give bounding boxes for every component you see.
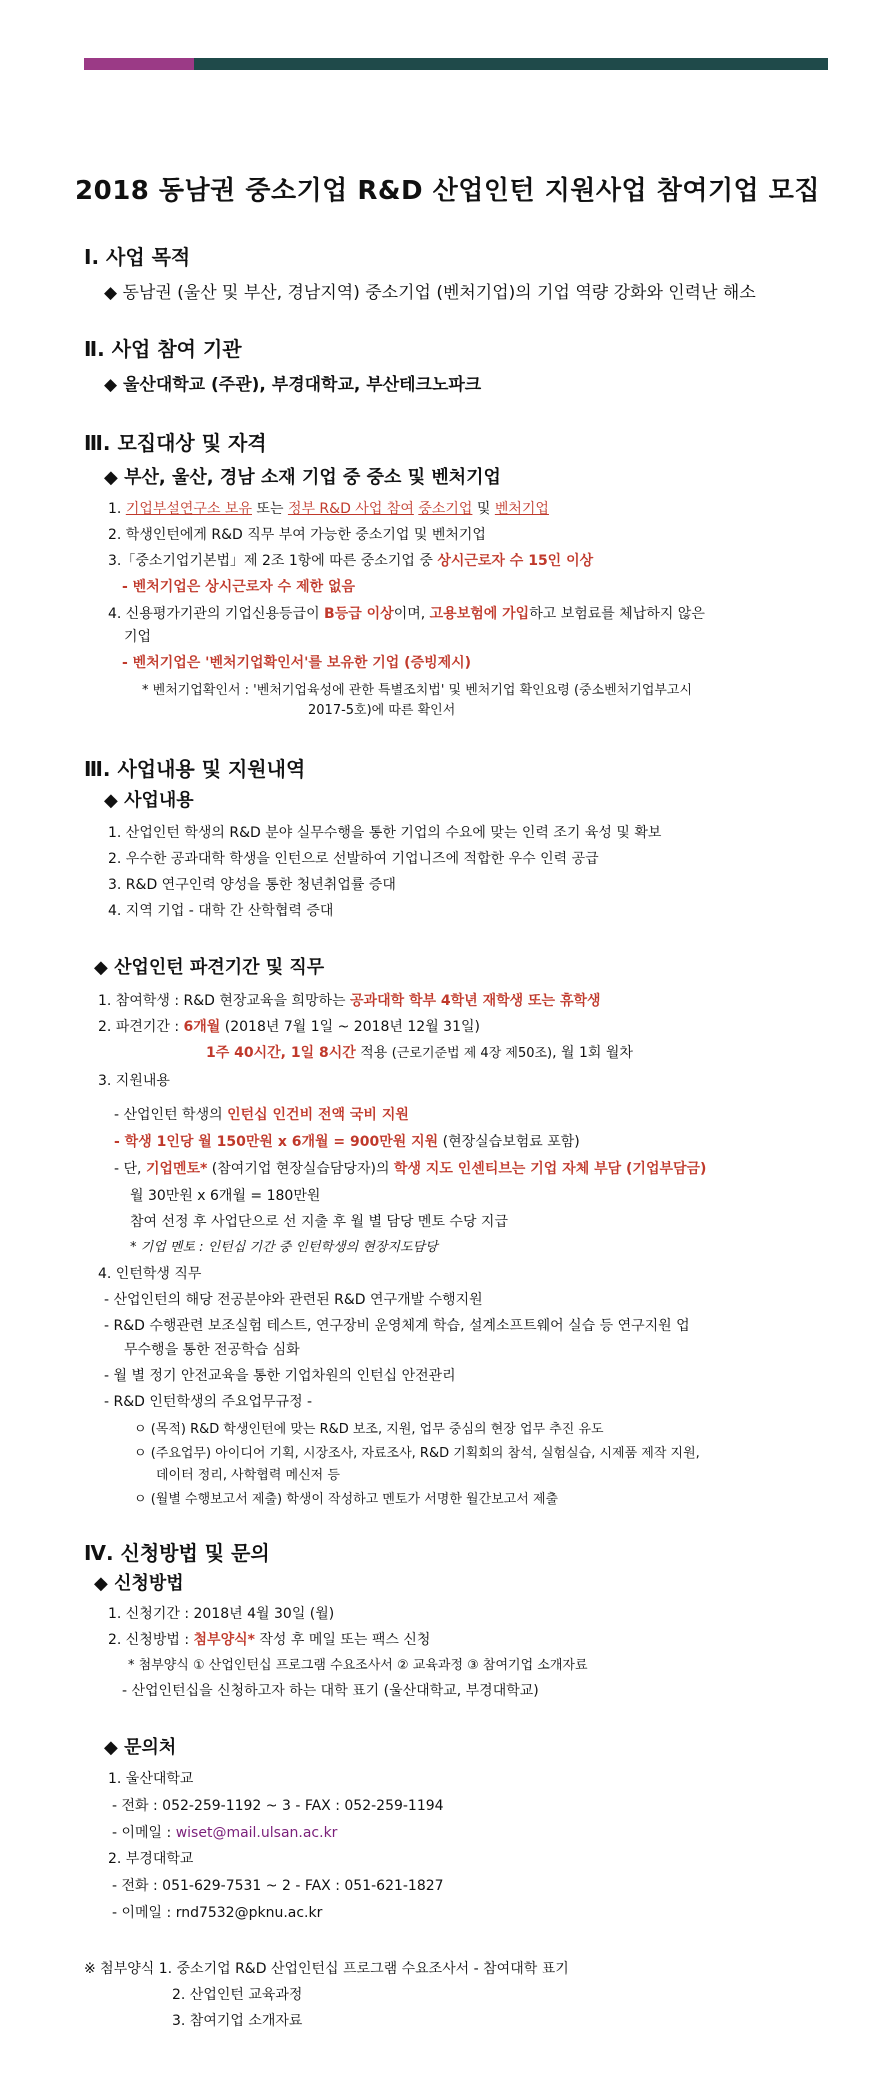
duty-item-b: - R&D 수행관련 보조실험 테스트, 연구장비 운영체계 학습, 설계소프트웨어 실습 등 연구지원 업	[104, 1318, 690, 1334]
venture-certificate-note-cont: 2017-5호)에 따른 확인서	[308, 703, 456, 718]
rule-purpose: ㅇ (목적) R&D 학생인턴에 맞는 R&D 보조, 지원, 업무 중심의 현장 업무 추진 유도	[134, 1422, 604, 1437]
support-item-a: - 산업인턴 학생의 인턴십 인건비 전액 국비 지원	[114, 1107, 409, 1123]
contact-ulsan-phone: - 전화 : 052-259-1192 ~ 3 - FAX : 052-259-1194	[112, 1798, 444, 1814]
section-1-heading: Ⅰ. 사업 목적	[84, 245, 191, 269]
eligibility-item-2: 2. 학생인턴에게 R&D 직무 부여 가능한 중소기업 및 벤처기업	[108, 527, 486, 543]
duty-item-b-cont: 무수행을 통한 전공학습 심화	[124, 1342, 300, 1358]
venture-certificate-note: * 벤처기업확인서 : '벤처기업육성에 관한 특별조치법' 및 벤처기업 확인요령 (중소벤처기업부고시	[142, 683, 693, 698]
section-5-heading: Ⅳ. 신청방법 및 문의	[84, 1541, 270, 1565]
section-4-sub: ◆ 사업내용	[104, 790, 194, 811]
application-period: 1. 신청기간 : 2018년 4월 30일 (월)	[108, 1606, 335, 1622]
application-sub: ◆ 신청방법	[94, 1573, 184, 1594]
attachment-line-2: 2. 산업인턴 교육과정	[172, 1987, 303, 2003]
section-2-bullet: ◆ 울산대학교 (주관), 부경대학교, 부산테크노파크	[104, 375, 482, 395]
section-3-sub: ◆ 부산, 울산, 경남 소재 기업 중 중소 및 벤처기업	[104, 467, 501, 488]
attachment-line-1: ※ 첨부양식 1. 중소기업 R&D 산업인턴십 프로그램 수요조사서 - 참여대학 표기	[84, 1961, 569, 1977]
contact-pukyong-email: - 이메일 : rnd7532@pknu.ac.kr	[112, 1905, 323, 1921]
section-3-heading: Ⅲ. 모집대상 및 자격	[84, 431, 267, 455]
page-title: 2018 동남권 중소기업 R&D 산업인턴 지원사업 참여기업 모집	[75, 176, 820, 206]
header-color-bar	[84, 58, 828, 70]
attachment-note: * 첨부양식 ① 산업인턴십 프로그램 수요조사서 ② 교육과정 ③ 참여기업 소개자료	[128, 1658, 588, 1673]
mentor-note: * 기업 멘토 : 인턴십 기간 중 인턴학생의 현장지도담당	[130, 1240, 438, 1255]
eligibility-item-4-cont: 기업	[124, 629, 152, 645]
content-item-3: 3. R&D 연구인력 양성을 통한 청년취업률 증대	[108, 877, 396, 893]
eligibility-item-4-note: - 벤처기업은 '벤처기업확인서'를 보유한 기업 (증빙제시)	[122, 655, 472, 671]
dispatch-item-3: 3. 지원내용	[98, 1073, 170, 1089]
section-4-heading: Ⅲ. 사업내용 및 지원내역	[84, 757, 306, 781]
eligibility-item-3: 3.「중소기업기본법」제 2조 1항에 따른 중소기업 중 상시근로자 수 15인 이상	[108, 553, 594, 569]
eligibility-item-3-note: - 벤처기업은 상시근로자 수 제한 없음	[122, 579, 356, 595]
support-item-b: - 학생 1인당 월 150만원 x 6개월 = 900만원 지원 (현장실습보험료 포함)	[114, 1134, 580, 1150]
ulsan-email-link[interactable]: wiset@mail.ulsan.ac.kr	[175, 1825, 338, 1841]
attachment-line-3: 3. 참여기업 소개자료	[172, 2013, 303, 2029]
eligibility-item-1: 1. 기업부설연구소 보유 또는 정부 R&D 사업 참여 중소기업 및 벤처기업	[108, 501, 549, 517]
dispatch-item-2: 2. 파견기간 : 6개월 (2018년 7월 1일 ~ 2018년 12월 31일)	[98, 1019, 480, 1035]
section-1-bullet: ◆ 동남권 (울산 및 부산, 경남지역) 중소기업 (벤처기업)의 기업 역량 강화와 인력난 해소	[104, 283, 756, 303]
header-bar-purple	[84, 58, 194, 70]
application-method: 2. 신청방법 : 첨부양식* 작성 후 메일 또는 팩스 신청	[108, 1632, 431, 1648]
contact-sub: ◆ 문의처	[104, 1737, 177, 1758]
university-note: - 산업인턴십을 신청하고자 하는 대학 표기 (울산대학교, 부경대학교)	[122, 1683, 539, 1699]
rule-main-duty-cont: 데이터 정리, 사학협력 메신저 등	[156, 1468, 340, 1483]
contact-ulsan-email: - 이메일 : wiset@mail.ulsan.ac.kr	[112, 1825, 338, 1841]
eligibility-item-4: 4. 신용평가기관의 기업신용등급이 B등급 이상이며, 고용보험에 가입하고 보험료를 체납하지 않은	[108, 606, 705, 622]
rule-monthly-report: ㅇ (월별 수행보고서 제출) 학생이 작성하고 멘토가 서명한 월간보고서 제출	[134, 1492, 559, 1507]
dispatch-item-2-cont: 1주 40시간, 1일 8시간 적용 (근로기준법 제 4장 제50조), 월 1회 월차	[206, 1045, 633, 1061]
rule-main-duty: ㅇ (주요업무) 아이디어 기획, 시장조사, 자료조사, R&D 기획회의 참석, 실험실습, 시제품 제작 지원,	[134, 1446, 700, 1461]
duty-item-a: - 산업인턴의 해당 전공분야와 관련된 R&D 연구개발 수행지원	[104, 1292, 483, 1308]
content-item-1: 1. 산업인턴 학생의 R&D 분야 실무수행을 통한 기업의 수요에 맞는 인력 조기 육성 및 확보	[108, 825, 662, 841]
duty-item-c: - 월 별 정기 안전교육을 통한 기업차원의 인턴십 안전관리	[104, 1368, 456, 1384]
dispatch-item-4: 4. 인턴학생 직무	[98, 1266, 202, 1282]
content-item-4: 4. 지역 기업 - 대학 간 산학협력 증대	[108, 903, 334, 919]
duty-item-d: - R&D 인턴학생의 주요업무규정 -	[104, 1394, 313, 1410]
section-2-heading: Ⅱ. 사업 참여 기관	[84, 337, 242, 361]
dispatch-sub: ◆ 산업인턴 파견기간 및 직무	[94, 957, 325, 978]
dispatch-item-1: 1. 참여학생 : R&D 현장교육을 희망하는 공과대학 학부 4학년 재학생 또는 휴학생	[98, 993, 601, 1009]
content-item-2: 2. 우수한 공과대학 학생을 인턴으로 선발하여 기업니즈에 적합한 우수 인력 공급	[108, 851, 599, 867]
contact-pukyong-phone: - 전화 : 051-629-7531 ~ 2 - FAX : 051-621-1827	[112, 1878, 444, 1894]
contact-ulsan: 1. 울산대학교	[108, 1771, 194, 1787]
support-item-c-payment: 참여 선정 후 사업단으로 선 지출 후 월 별 담당 멘토 수당 지급	[130, 1214, 508, 1230]
contact-pukyong: 2. 부경대학교	[108, 1851, 194, 1867]
support-item-c-amount: 월 30만원 x 6개월 = 180만원	[130, 1188, 321, 1204]
header-bar-teal	[194, 58, 828, 70]
support-item-c: - 단, 기업멘토* (참여기업 현장실습담당자)의 학생 지도 인센티브는 기업 자체 부담 (기업부담금)	[114, 1161, 707, 1177]
